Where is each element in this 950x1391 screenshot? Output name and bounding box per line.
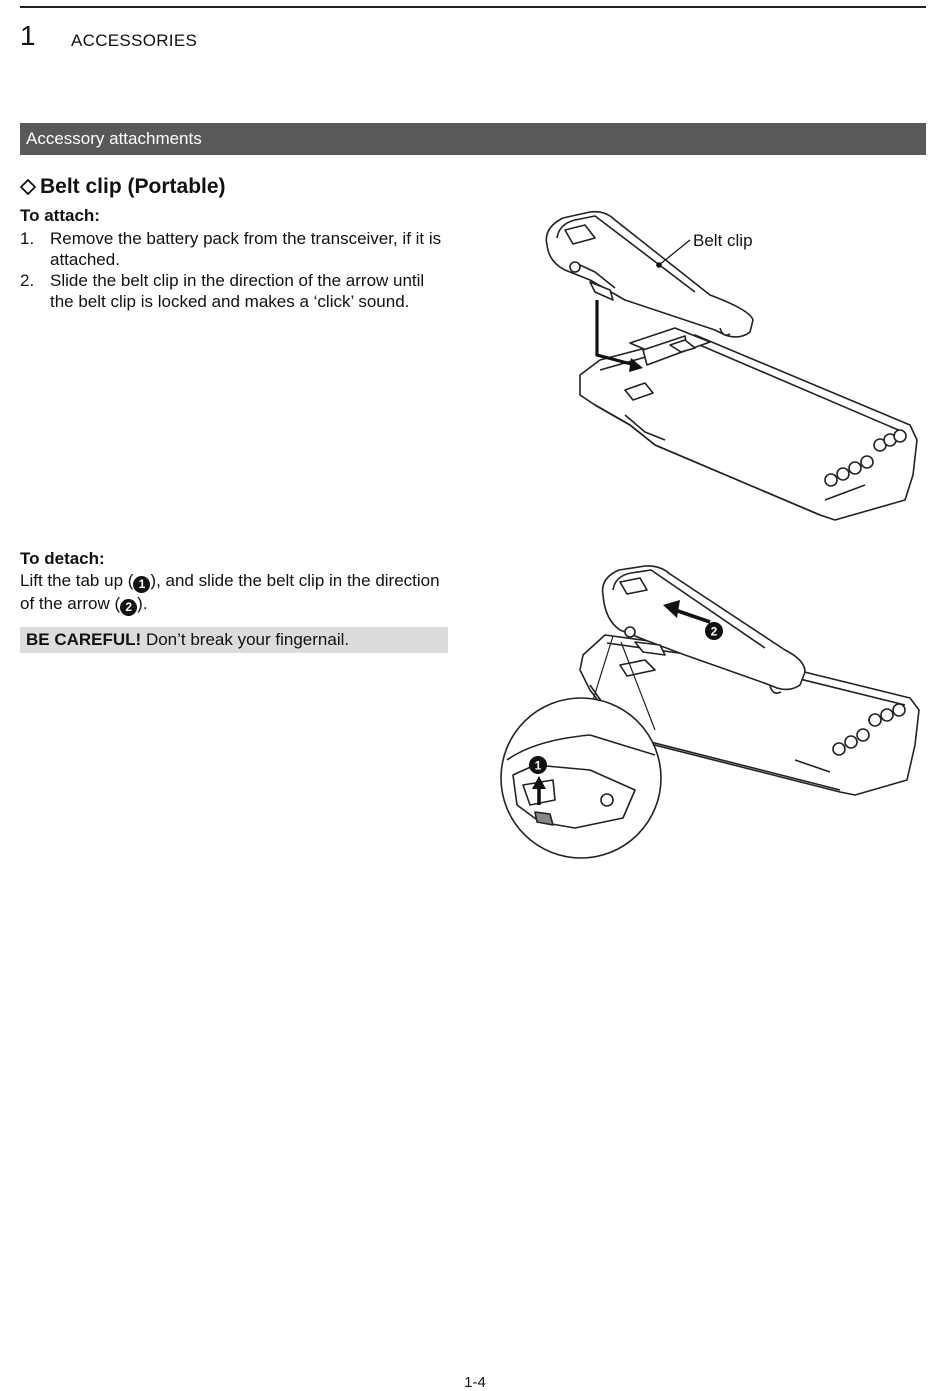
subsection-title <box>20 175 226 199</box>
list-item <box>20 228 450 270</box>
step-text: Slide the belt clip in the direction of the arrow until the belt clip is locked and makes a ‘click’ sound. <box>50 271 425 311</box>
detach-text-part: ). <box>137 594 148 613</box>
belt-clip-callout: Belt clip <box>693 231 753 250</box>
detach-text-part: ), and slide the belt clip in the direction of the arrow ( <box>20 571 440 613</box>
attach-steps <box>20 228 450 312</box>
list-item <box>20 270 450 312</box>
attach-heading: To attach: <box>20 206 100 225</box>
header-rule <box>20 6 926 8</box>
marker-1-label: 1 <box>534 758 542 773</box>
diamond-icon <box>20 179 36 195</box>
section-title-bar <box>20 123 926 155</box>
marker-1-icon: 1 <box>133 576 150 593</box>
detach-heading: To detach: <box>20 549 105 568</box>
caution-box <box>20 627 448 653</box>
detach-belt-clip-illustration <box>495 560 935 870</box>
step-number: 1. <box>20 229 35 248</box>
caution-text: Don’t break your fingernail. <box>141 630 350 649</box>
chapter-number: 1 <box>20 20 36 51</box>
detach-instructions <box>20 570 440 616</box>
chapter-title: ACCESSORIES <box>71 31 198 50</box>
marker-2-label: 2 <box>710 624 718 639</box>
step-number: 2. <box>20 271 35 290</box>
detach-text-part: Lift the tab up ( <box>20 571 134 590</box>
page-number: 1-4 <box>464 1374 486 1391</box>
step-text: Remove the battery pack from the transceiver, if it is attached. <box>50 229 442 269</box>
subsection-title-text: Belt clip (Portable) <box>40 175 226 198</box>
detail-magnifier <box>501 698 661 858</box>
marker-2-icon: 2 <box>120 599 137 616</box>
caution-label: BE CAREFUL! <box>26 630 142 649</box>
section-title: Accessory attachments <box>26 129 202 148</box>
